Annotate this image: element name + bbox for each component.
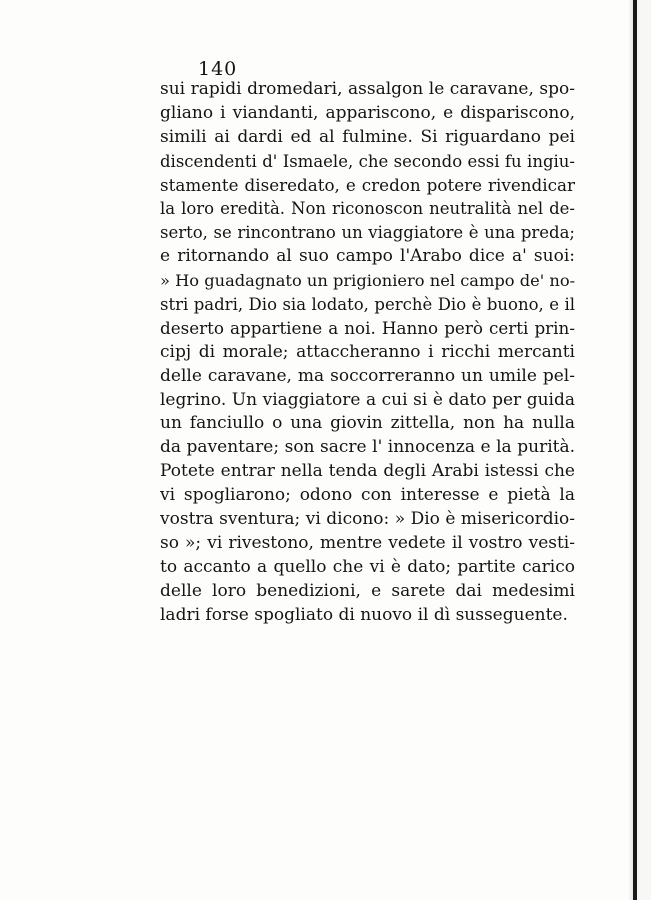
text-line: stamente diseredato, e credon potere rivendicar bbox=[160, 174, 575, 195]
text-line: legrino. Un viaggiatore a cui si è dato per guida bbox=[160, 389, 575, 410]
text-line: delle loro benedizioni, e sarete dai medesimi bbox=[160, 580, 575, 601]
text-line: vostra sventura; vi dicono: » Dio è misericordio- bbox=[160, 509, 575, 530]
text-line: discendenti d' Ismaele, che secondo essi fu ingiu- bbox=[160, 151, 575, 171]
text-line: simili ai dardi ed al fulmine. Si riguardano pei bbox=[160, 126, 575, 147]
text-line: stri padri, Dio sia lodato, perchè Dio è buono, e il bbox=[160, 295, 575, 315]
text-line: delle caravane, ma soccorreranno un umile pel- bbox=[160, 365, 575, 386]
text-line: vi spogliarono; odono con interesse e pietà la bbox=[160, 485, 575, 506]
text-line: ladri forse spogliato di nuovo il dì susseguente. bbox=[160, 604, 568, 625]
text-line: so »; vi rivestono, mentre vedete il vostro vesti- bbox=[160, 532, 575, 553]
text-line: da paventare; son sacre l' innocenza e la purità. bbox=[160, 437, 575, 458]
text-line: cipj di morale; attaccheranno i ricchi mercanti bbox=[160, 341, 575, 362]
text-line: sui rapidi dromedari, assalgon le caravane, spo- bbox=[160, 79, 575, 99]
text-line: serto, se rincontrano un viaggiatore è una preda; bbox=[160, 223, 575, 243]
text-line: deserto appartiene a noi. Hanno però certi prin- bbox=[160, 317, 575, 338]
page-number: 140 bbox=[198, 58, 238, 80]
text-line: gliano i viandanti, appariscono, e dispariscono, bbox=[160, 102, 575, 123]
text-line: la loro eredità. Non riconoscon neutralità nel de- bbox=[160, 199, 575, 219]
page-edge bbox=[637, 0, 651, 900]
text-line: Potete entrar nella tenda degli Arabi istessi che bbox=[160, 461, 575, 482]
text-line: » Ho guadagnato un prigioniero nel campo de' no- bbox=[160, 271, 576, 291]
text-line: e ritornando al suo campo l'Arabo dice a' suoi: bbox=[160, 246, 575, 267]
body-text bbox=[160, 78, 575, 627]
text-line: un fanciullo o una giovin zittella, non ha nulla bbox=[160, 413, 575, 434]
text-line: to accanto a quello che vi è dato; partite carico bbox=[160, 556, 575, 577]
